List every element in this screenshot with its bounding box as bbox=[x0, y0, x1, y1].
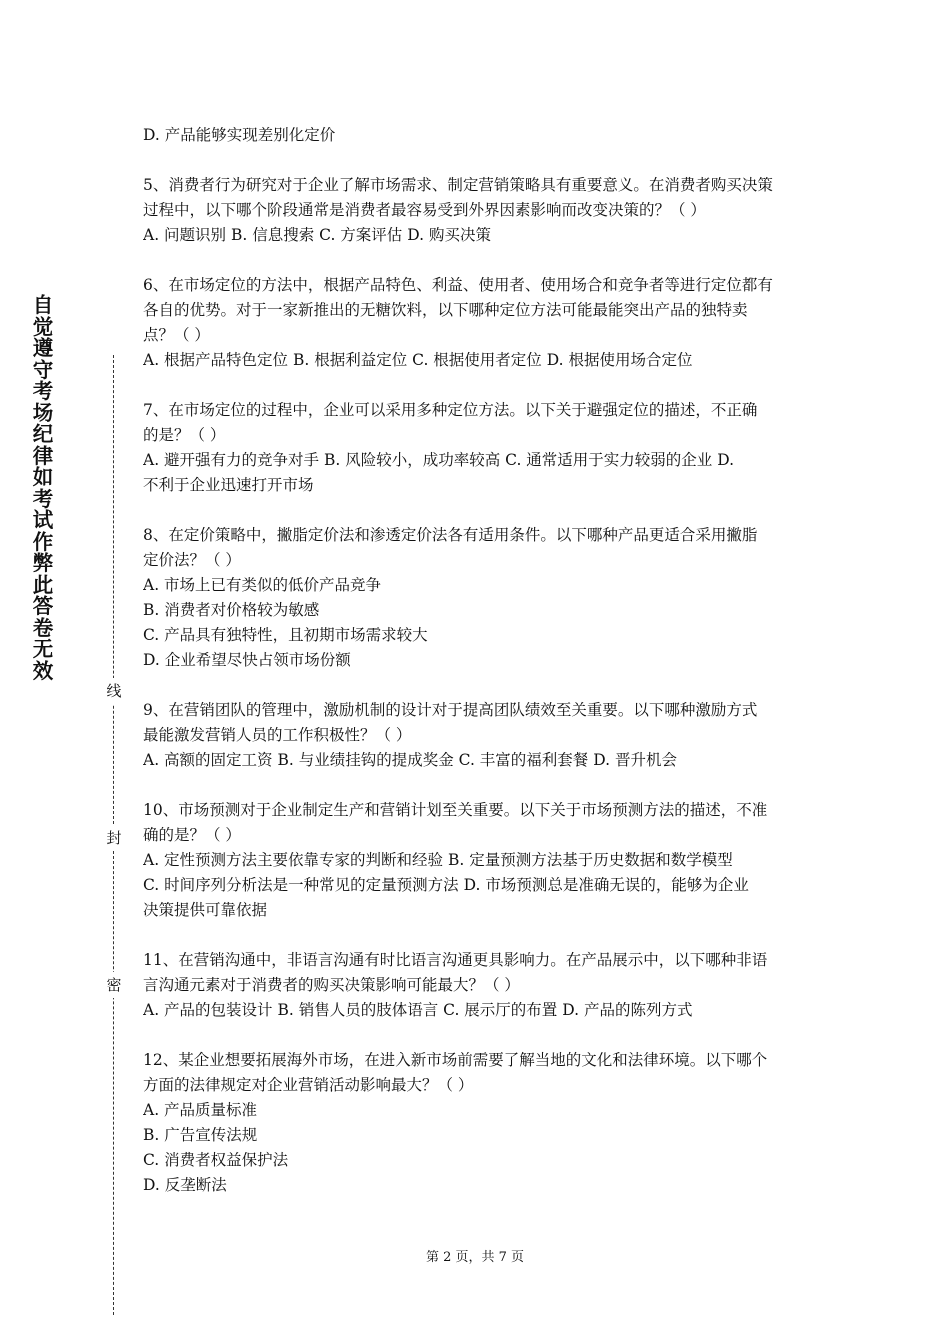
question-9 bbox=[143, 698, 811, 773]
question-options: A. 定性预测方法主要依靠专家的判断和经验 B. 定量预测方法基于历史数据和数学模型 bbox=[143, 851, 733, 869]
question-text: 点？（ ） bbox=[143, 326, 210, 344]
question-text: 定价法？（ ） bbox=[143, 551, 241, 569]
question-text: 言沟通元素对于消费者的购买决策影响可能最大？（ ） bbox=[143, 976, 520, 994]
exam-discipline-warning: 自觉遵守考场纪律如考试作弊此答卷无效 bbox=[32, 293, 54, 683]
option-c: C. 产品具有独特性，且初期市场需求较大 bbox=[143, 626, 428, 644]
question-options: 决策提供可靠依据 bbox=[143, 901, 268, 919]
binding-label-seal: 封 bbox=[104, 825, 124, 851]
question-text: 12、某企业想要拓展海外市场，在进入新市场前需要了解当地的文化和法律环境。以下哪个 bbox=[143, 1051, 768, 1069]
question-content bbox=[143, 123, 811, 1198]
question-12 bbox=[143, 1048, 811, 1198]
binding-label-secret: 密 bbox=[104, 972, 124, 998]
question-7 bbox=[143, 398, 811, 498]
question-options: A. 产品的包装设计 B. 销售人员的肢体语言 C. 展示厅的布置 D. 产品的陈列方式 bbox=[143, 1001, 693, 1019]
question-5 bbox=[143, 173, 811, 248]
question-text: 方面的法律规定对企业营销活动影响最大？（ ） bbox=[143, 1076, 474, 1094]
option-c: C. 消费者权益保护法 bbox=[143, 1151, 289, 1169]
question-text: 9、在营销团队的管理中，激励机制的设计对于提高团队绩效至关重要。以下哪种激励方式 bbox=[143, 701, 758, 719]
question-text: 确的是？（ ） bbox=[143, 826, 241, 844]
question-text: 11、在营销沟通中，非语言沟通有时比语言沟通更具影响力。在产品展示中，以下哪种非语 bbox=[143, 951, 768, 969]
option-b: B. 消费者对价格较为敏感 bbox=[143, 601, 320, 619]
question-6 bbox=[143, 273, 811, 373]
question-options: 不利于企业迅速打开市场 bbox=[143, 476, 314, 494]
question-11 bbox=[143, 948, 811, 1023]
option-a: A. 产品质量标准 bbox=[143, 1101, 258, 1119]
question-text: 8、在定价策略中，撇脂定价法和渗透定价法各有适用条件。以下哪种产品更适合采用撇脂 bbox=[143, 526, 758, 544]
question-text: 7、在市场定位的过程中，企业可以采用多种定位方法。以下关于避强定位的描述，不正确 bbox=[143, 401, 758, 419]
question-text: 10、市场预测对于企业制定生产和营销计划至关重要。以下关于市场预测方法的描述，不准 bbox=[143, 801, 768, 819]
page-number-footer: 第 2 页，共 7 页 bbox=[425, 1250, 525, 1265]
previous-question-option: D. 产品能够实现差别化定价 bbox=[143, 126, 336, 144]
option-d: D. 反垄断法 bbox=[143, 1176, 227, 1194]
option-b: B. 广告宣传法规 bbox=[143, 1126, 258, 1144]
question-text: 6、在市场定位的方法中，根据产品特色、利益、使用者、使用场合和竞争者等进行定位都有 bbox=[143, 276, 773, 294]
option-d: D. 企业希望尽快占领市场份额 bbox=[143, 651, 351, 669]
question-options: C. 时间序列分析法是一种常见的定量预测方法 D. 市场预测总是准确无误的，能够为企业 bbox=[143, 876, 749, 894]
question-10 bbox=[143, 798, 811, 923]
option-a: A. 市场上已有类似的低价产品竞争 bbox=[143, 576, 382, 594]
question-text: 的是？（ ） bbox=[143, 426, 226, 444]
question-options: A. 根据产品特色定位 B. 根据利益定位 C. 根据使用者定位 D. 根据使用场合定位 bbox=[143, 351, 693, 369]
question-text: 各自的优势。对于一家新推出的无糖饮料，以下哪种定位方法可能最能突出产品的独特卖 bbox=[143, 301, 748, 319]
question-options: A. 高额的固定工资 B. 与业绩挂钩的提成奖金 C. 丰富的福利套餐 D. 晋升机会 bbox=[143, 751, 677, 769]
question-options: A. 避开强有力的竞争对手 B. 风险较小，成功率较高 C. 通常适用于实力较弱的企业 D. bbox=[143, 451, 735, 469]
question-text: 最能激发营销人员的工作积极性？（ ） bbox=[143, 726, 412, 744]
question-text: 5、消费者行为研究对于企业了解市场需求、制定营销策略具有重要意义。在消费者购买决策 bbox=[143, 176, 773, 194]
binding-label-line: 线 bbox=[104, 678, 124, 704]
question-8 bbox=[143, 523, 811, 673]
question-options: A. 问题识别 B. 信息搜索 C. 方案评估 D. 购买决策 bbox=[143, 226, 491, 244]
question-text: 过程中，以下哪个阶段通常是消费者最容易受到外界因素影响而改变决策的？（ ） bbox=[143, 201, 706, 219]
